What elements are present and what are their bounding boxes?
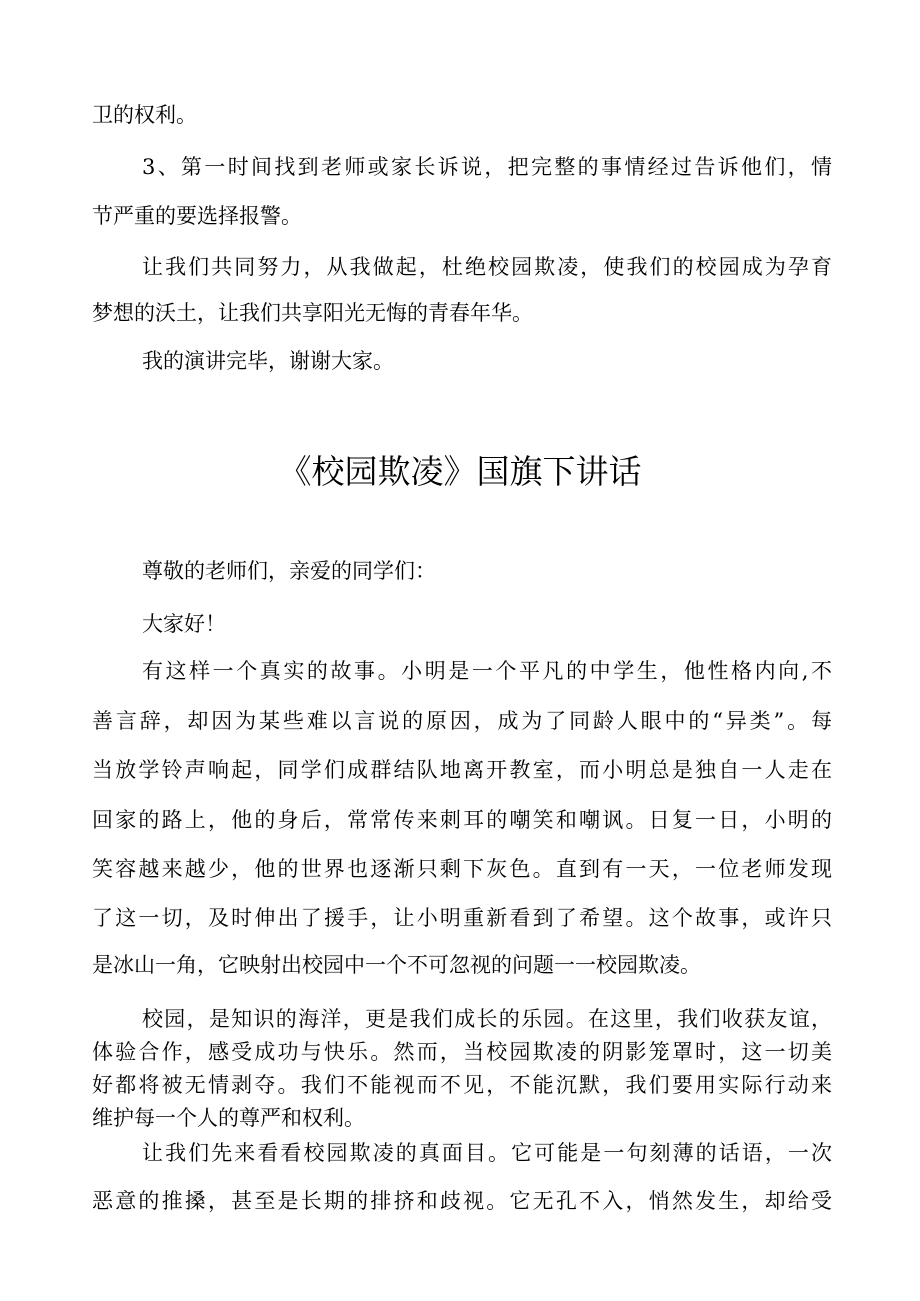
paragraph-line: 恶意的推搡，甚至是长期的排挤和歧视。它无孔不入，悄然发生，却给受: [92, 1189, 832, 1213]
speech-title: 《校园欺凌》国旗下讲话: [278, 452, 642, 491]
paragraph-line: 有这样一个真实的故事。小明是一个平凡的中学生，他性格内向,不: [142, 659, 832, 683]
paragraph-line: 了这一切，及时伸出了援手，让小明重新看到了希望。这个故事，或许只: [92, 906, 832, 930]
dense-paragraph: [92, 1003, 832, 1135]
paragraph-line: 当放学铃声响起，同学们成群结队地离开教室，而小明总是独自一人走在: [92, 758, 832, 782]
paragraph-line: 我的演讲完毕，谢谢大家。: [142, 349, 394, 373]
paragraph-line: 节严重的要选择报警。: [92, 204, 302, 228]
paragraph-line: 3、第一时间找到老师或家长诉说，把完整的事情经过告诉他们，情: [142, 155, 832, 179]
greeting: 大家好！: [142, 612, 226, 636]
paragraph-line: 卫的权利。: [92, 103, 197, 127]
paragraph-line: 笑容越来越少，他的世界也逐渐只剩下灰色。直到有一天，一位老师发现: [92, 857, 832, 881]
paragraph-line: 让我们共同努力，从我做起，杜绝校园欺凌，使我们的校园成为孕育: [142, 255, 832, 279]
paragraph-line: 回家的路上，他的身后，常常传来刺耳的嘲笑和嘲讽。日复一日，小明的: [92, 808, 832, 832]
paragraph-line: 梦想的沃土，让我们共享阳光无悔的青春年华。: [92, 301, 533, 325]
paragraph-line: 善言辞，却因为某些难以言说的原因，成为了同龄人眼中的“异类”。每: [92, 709, 832, 733]
paragraph-line: 校园，是知识的海洋，更是我们成长的乐园。在这里，我们收获友谊，: [142, 1007, 832, 1031]
paragraph-line: 是冰山一角，它映射出校园中一个不可忽视的问题一一校园欺凌。: [92, 953, 701, 977]
paragraph-line: 体验合作，感受成功与快乐。然而，当校园欺凌的阴影笼罩时，这一切美: [92, 1040, 832, 1064]
paragraph-line: 让我们先来看看校园欺凌的真面目。它可能是一句刻薄的话语，一次: [142, 1141, 832, 1165]
salutation: 尊敬的老师们，亲爱的同学们：: [142, 559, 436, 583]
paragraph-line: 好都将被无情剥夺。我们不能视而不见，不能沉默，我们要用实际行动来: [92, 1073, 832, 1097]
paragraph-line: 维护每一个人的尊严和权利。: [92, 1106, 365, 1130]
